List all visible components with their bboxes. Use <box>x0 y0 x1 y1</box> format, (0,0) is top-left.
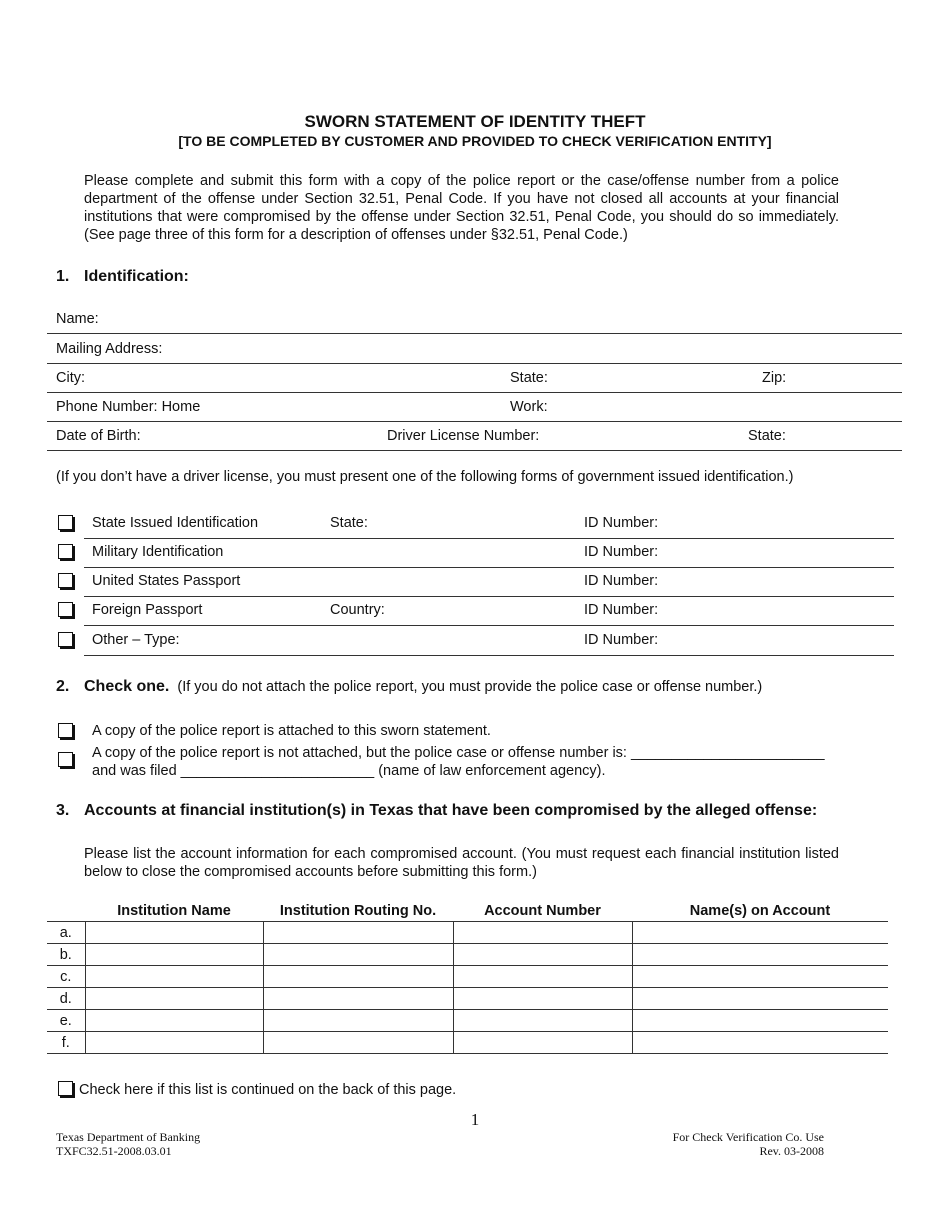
table-row <box>47 1032 888 1054</box>
name-label: Name: <box>56 311 99 327</box>
us-passport-checkbox[interactable] <box>58 573 73 588</box>
section-3-instruction: Please list the account information for each compromised account. (You must request each financial institution listed below to close the compromised accounts before submitting this form.) <box>84 846 839 880</box>
row-label: c. <box>47 966 85 988</box>
row-label: b. <box>47 944 85 966</box>
id-option-label: Military Identification <box>92 544 224 560</box>
page-number: 1 <box>470 1110 480 1129</box>
section-3-number: 3. <box>56 802 70 819</box>
id-note: (If you don’t have a driver license, you must present one of the following forms of government issued identification.) <box>56 469 794 485</box>
account-number-cell[interactable] <box>453 966 632 988</box>
row-label: e. <box>47 1010 85 1032</box>
routing-number-cell[interactable] <box>263 922 453 944</box>
id-option-extra-label: Country: <box>330 602 385 618</box>
account-names-cell[interactable] <box>632 944 888 966</box>
mailing-address-label: Mailing Address: <box>56 341 163 357</box>
footer-agency: Texas Department of Banking <box>56 1130 201 1144</box>
routing-number-cell[interactable] <box>263 988 453 1010</box>
row-label: f. <box>47 1032 85 1054</box>
dob-label: Date of Birth: <box>56 428 141 444</box>
id-option-row[interactable] <box>84 509 894 539</box>
section-3-heading <box>56 802 817 820</box>
home-phone-label: Phone Number: Home <box>56 399 201 415</box>
id-number-label: ID Number: <box>584 515 659 531</box>
list-continued-checkbox[interactable] <box>58 1081 73 1096</box>
table-row <box>47 988 888 1010</box>
dob-row[interactable] <box>47 421 902 451</box>
id-option-row[interactable] <box>84 596 894 626</box>
city-label: City: <box>56 370 85 386</box>
section-2-instruction: (If you do not attach the police report, you must provide the police case or offense number.) <box>177 679 763 695</box>
row-label-header <box>47 901 85 922</box>
id-number-label: ID Number: <box>584 544 659 560</box>
zip-label: Zip: <box>762 370 787 386</box>
id-option-label: United States Passport <box>92 573 241 589</box>
work-phone-label: Work: <box>510 399 548 415</box>
institution-name-cell[interactable] <box>85 966 263 988</box>
phone-row[interactable] <box>47 392 902 422</box>
footer-use-note: For Check Verification Co. Use <box>672 1130 824 1144</box>
intro-paragraph: Please complete and submit this form with a copy of the police report or the case/offense number from a police department of the offense under Section 32.51, Penal Code. If you have not closed all accounts at your financial institutions that were compromised by the offense under Section 32.51, Penal Code, you should do so immediately. (See page three of this form for a description of offenses under §32.51, Penal Code.) <box>84 173 839 243</box>
account-number-cell[interactable] <box>453 944 632 966</box>
routing-number-cell[interactable] <box>263 966 453 988</box>
report-not-attached-line2: and was filed ________________________ (name of law enforcement agency). <box>92 763 606 779</box>
report-attached-checkbox[interactable] <box>58 723 73 738</box>
account-names-cell[interactable] <box>632 988 888 1010</box>
institution-name-header: Institution Name <box>85 901 263 922</box>
routing-number-cell[interactable] <box>263 944 453 966</box>
institution-name-cell[interactable] <box>85 922 263 944</box>
row-label: d. <box>47 988 85 1010</box>
footer-revision: Rev. 03-2008 <box>759 1144 824 1158</box>
account-number-cell[interactable] <box>453 1010 632 1032</box>
institution-name-cell[interactable] <box>85 944 263 966</box>
institution-name-cell[interactable] <box>85 988 263 1010</box>
table-row <box>47 1010 888 1032</box>
account-names-header: Name(s) on Account <box>632 901 888 922</box>
name-row[interactable] <box>47 304 902 334</box>
footer-left <box>56 1130 200 1158</box>
routing-number-cell[interactable] <box>263 1010 453 1032</box>
routing-number-header: Institution Routing No. <box>263 901 453 922</box>
section-1-heading <box>56 268 189 286</box>
footer-form-code: TXFC32.51-2008.03.01 <box>56 1144 172 1158</box>
id-number-label: ID Number: <box>584 573 659 589</box>
city-row[interactable] <box>47 363 902 393</box>
id-option-extra-label: State: <box>330 515 368 531</box>
foreign-passport-checkbox[interactable] <box>58 602 73 617</box>
state-label: State: <box>510 370 548 386</box>
account-number-cell[interactable] <box>453 988 632 1010</box>
accounts-table <box>47 901 888 1054</box>
report-not-attached-checkbox[interactable] <box>58 752 73 767</box>
state-id-checkbox[interactable] <box>58 515 73 530</box>
id-option-label: State Issued Identification <box>92 515 259 531</box>
account-names-cell[interactable] <box>632 922 888 944</box>
footer-right <box>673 1130 824 1158</box>
account-number-cell[interactable] <box>453 1032 632 1054</box>
id-number-label: ID Number: <box>584 602 659 618</box>
section-2-number: 2. <box>56 678 70 695</box>
accounts-header-row <box>47 901 888 922</box>
report-not-attached-line1: A copy of the police report is not attached, but the police case or offense number is: ________________________ <box>92 745 825 761</box>
id-option-row[interactable] <box>84 567 894 597</box>
id-option-row[interactable] <box>84 538 894 568</box>
report-attached-option: A copy of the police report is attached to this sworn statement. <box>92 723 491 739</box>
table-row <box>47 966 888 988</box>
id-option-row[interactable] <box>84 626 894 656</box>
form-title: SWORN STATEMENT OF IDENTITY THEFT <box>304 112 646 131</box>
account-number-cell[interactable] <box>453 922 632 944</box>
table-row <box>47 944 888 966</box>
section-1-number: 1. <box>56 268 70 285</box>
institution-name-cell[interactable] <box>85 1010 263 1032</box>
table-row <box>47 922 888 944</box>
account-names-cell[interactable] <box>632 966 888 988</box>
mailing-address-row[interactable] <box>47 334 902 364</box>
list-continued-label: Check here if this list is continued on the back of this page. <box>79 1082 457 1098</box>
account-names-cell[interactable] <box>632 1010 888 1032</box>
account-names-cell[interactable] <box>632 1032 888 1054</box>
id-option-label: Foreign Passport <box>92 602 203 618</box>
military-id-checkbox[interactable] <box>58 544 73 559</box>
dl-state-label: State: <box>748 428 786 444</box>
id-option-label: Other – Type: <box>92 632 180 648</box>
account-number-header: Account Number <box>453 901 632 922</box>
form-subtitle: [TO BE COMPLETED BY CUSTOMER AND PROVIDED TO CHECK VERIFICATION ENTITY] <box>178 133 772 149</box>
id-number-label: ID Number: <box>584 632 659 648</box>
driver-license-label: Driver License Number: <box>387 428 540 444</box>
other-id-checkbox[interactable] <box>58 632 73 647</box>
routing-number-cell[interactable] <box>263 1032 453 1054</box>
section-2-title: Check one. <box>84 678 170 695</box>
section-2-heading <box>56 678 762 696</box>
row-label: a. <box>47 922 85 944</box>
institution-name-cell[interactable] <box>85 1032 263 1054</box>
section-3-title: Accounts at financial institution(s) in Texas that have been compromised by the alleged offense: <box>84 802 818 819</box>
section-1-title: Identification: <box>84 268 189 285</box>
